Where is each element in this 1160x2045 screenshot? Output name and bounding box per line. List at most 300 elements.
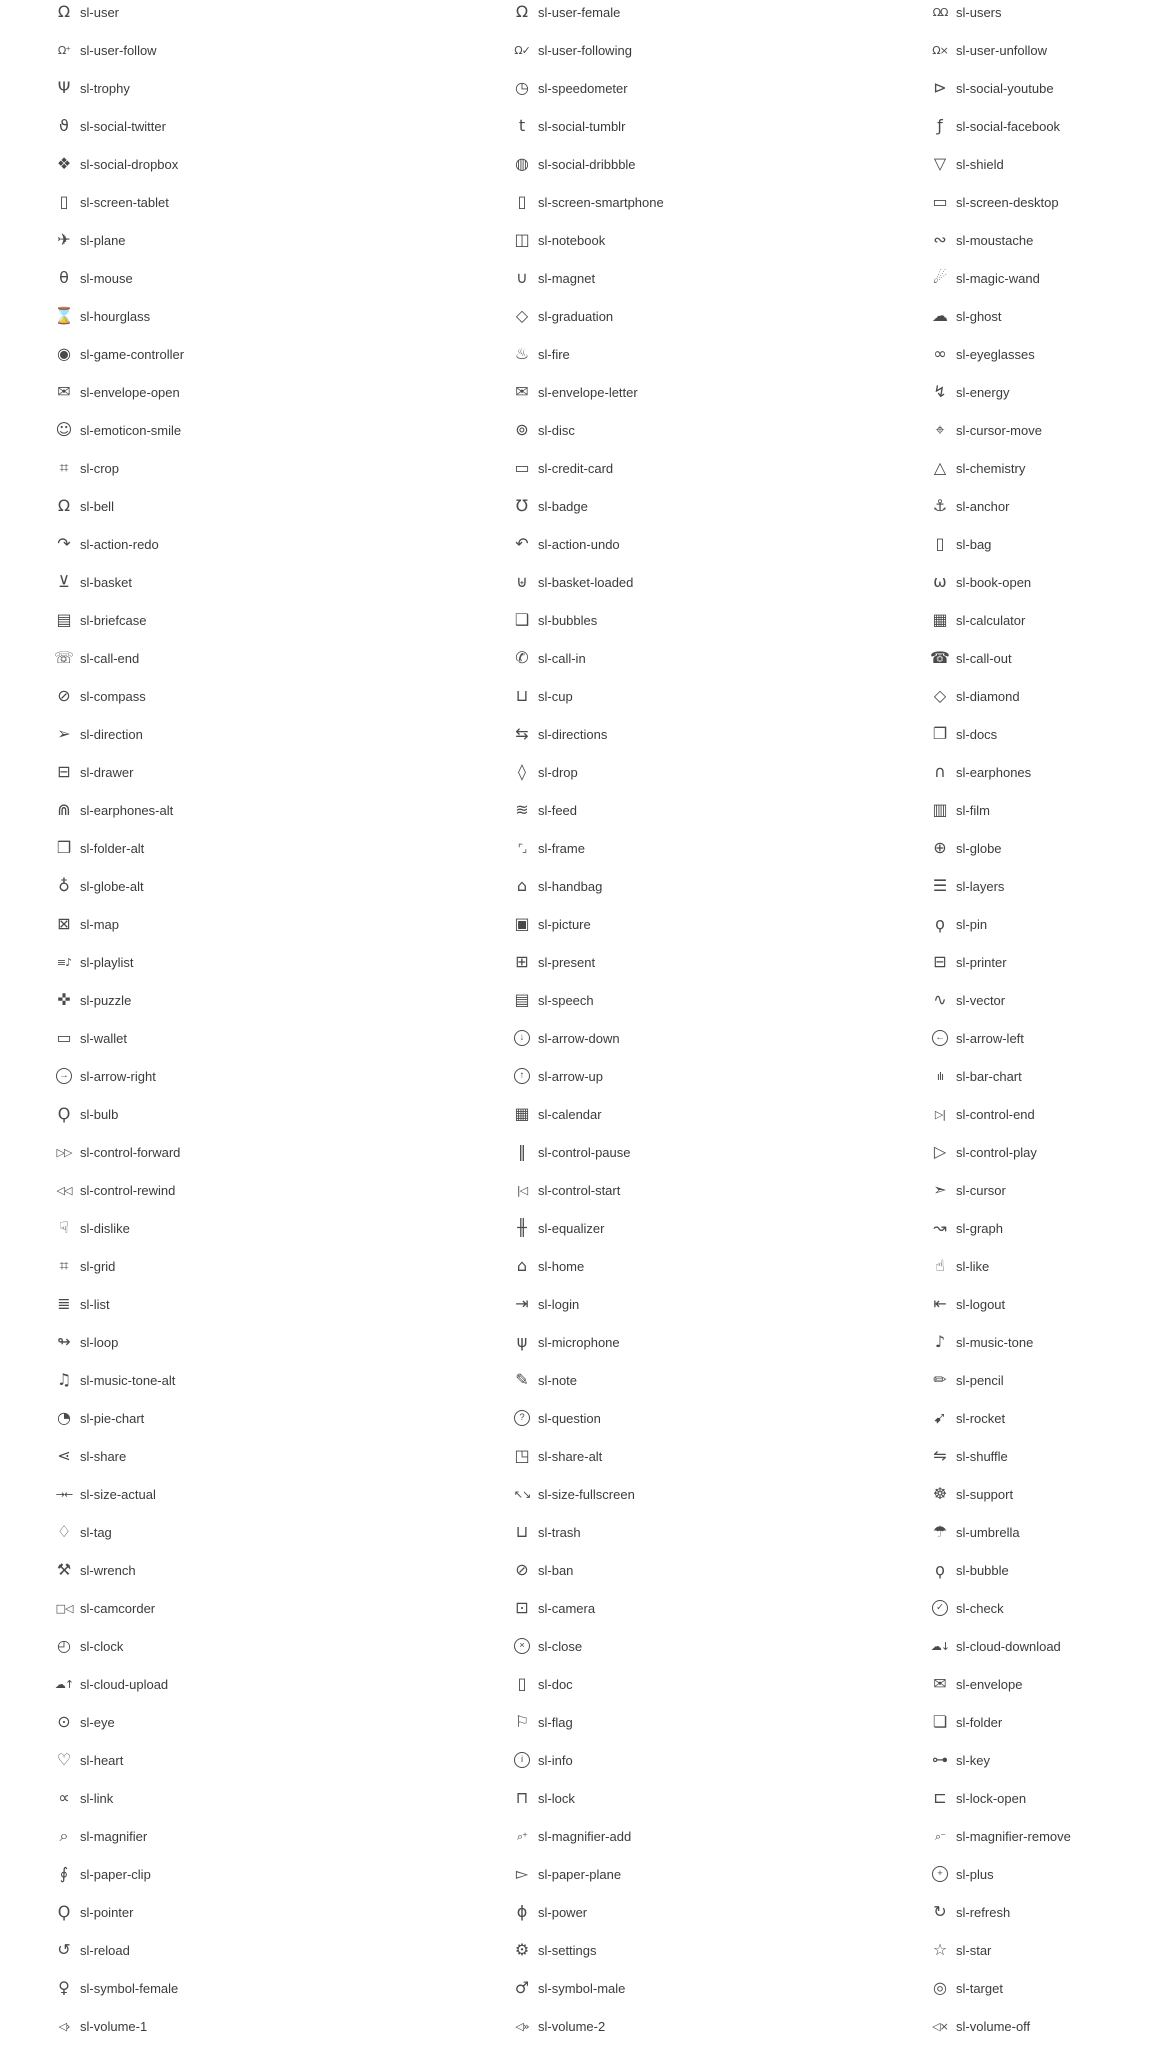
sl-settings-icon [511,1942,533,1958]
icon-glyph: Ψ [57,78,71,97]
icon-glyph: Ω [515,2,529,21]
icon-glyph: ⌕⁺ [517,1829,527,1843]
icon-item [929,1779,1160,1817]
sl-loop-icon [53,1334,75,1350]
sl-pencil-icon [929,1372,951,1388]
icon-item [929,1817,1160,1855]
sl-social-twitter-icon [53,118,75,134]
sl-share-alt-icon [511,1448,533,1464]
icon-label: sl-screen-smartphone [538,194,664,210]
icon-label: sl-cloud-download [956,1638,1061,1654]
icon-glyph: ◷ [515,78,529,97]
sl-cloud-upload-icon [53,1679,75,1690]
icon-label: sl-like [956,1258,990,1274]
icon-item [929,335,1160,373]
icon-glyph: ☁ [932,306,948,325]
icon-item [511,1893,911,1931]
icon-label: sl-logout [956,1296,1006,1312]
icon-label: sl-social-facebook [956,118,1061,134]
icon-label: sl-game-controller [80,346,185,362]
sl-emoticon-smile-icon [53,422,75,438]
sl-logout-icon [929,1296,951,1312]
sl-microphone-icon [511,1334,533,1350]
icon-label: sl-social-dropbox [80,156,179,172]
icon-label: sl-globe [956,840,1002,856]
icon-label: sl-volume-off [956,2018,1031,2034]
icon-glyph: ϕ [516,1902,528,1921]
icon-item [929,829,1160,867]
icon-item [511,2007,911,2045]
icon-label: sl-control-forward [80,1144,181,1160]
sl-user-icon [53,4,75,20]
icon-label: sl-size-actual [80,1486,156,1502]
icon-label: sl-symbol-female [80,1980,179,1996]
icon-column-1 [53,0,453,2045]
sl-equalizer-icon [511,1220,533,1236]
icon-label: sl-share [80,1448,127,1464]
icon-glyph: ▯ [935,534,945,553]
icon-item [53,297,453,335]
icon-item [511,487,911,525]
sl-link-icon [53,1790,75,1806]
sl-folder-icon [929,1714,951,1730]
icon-label: sl-user-follow [80,42,157,58]
icon-label: sl-crop [80,460,120,476]
icon-glyph: ↺ [57,1940,71,1959]
icon-item [53,753,453,791]
sl-support-icon [929,1486,951,1502]
sl-pin-icon [929,916,951,932]
icon-label: sl-basket-loaded [538,574,634,590]
icon-glyph: ♨ [514,344,530,363]
icon-label: sl-speedometer [538,80,628,96]
icon-glyph: ? [514,1410,530,1426]
icon-label: sl-direction [80,726,143,742]
icon-item [929,867,1160,905]
icon-label: sl-tag [80,1524,112,1540]
icon-item [53,829,453,867]
icon-item [511,981,911,1019]
icon-glyph: ▷| [934,1107,946,1121]
icon-label: sl-paper-plane [538,1866,622,1882]
icon-glyph: ◎ [933,1978,947,1997]
icon-label: sl-bell [80,498,114,514]
sl-music-tone-icon [929,1334,951,1350]
icon-glyph: ▥ [932,800,948,819]
icon-item [511,715,911,753]
icon-label: sl-social-youtube [956,80,1054,96]
icon-glyph: ☁↓ [930,1639,950,1653]
icon-label: sl-trash [538,1524,581,1540]
sl-symbol-female-icon [53,1980,75,1996]
icon-label: sl-heart [80,1752,124,1768]
sl-refresh-icon [929,1904,951,1920]
sl-disc-icon [511,422,533,438]
icon-glyph: ▯ [59,192,69,211]
sl-screen-desktop-icon [929,194,951,210]
icon-glyph: ↬ [57,1332,71,1351]
icon-glyph: ∾ [933,230,947,249]
icon-glyph: ⊟ [933,952,947,971]
icon-glyph: ▯ [517,192,527,211]
icon-glyph: ♀ [58,1978,70,1997]
icon-item [511,1779,911,1817]
icon-item [53,791,453,829]
icon-label: sl-book-open [956,574,1032,590]
icon-label: sl-link [80,1790,114,1806]
icon-item [511,1665,911,1703]
icon-item [53,221,453,259]
icon-label: sl-magnifier-remove [956,1828,1071,1844]
icon-item [929,1171,1160,1209]
icon-glyph: ← [932,1030,948,1046]
icon-label: sl-notebook [538,232,606,248]
icon-glyph: ◉ [57,344,71,363]
icon-item [929,601,1160,639]
icon-label: sl-earphones-alt [80,802,174,818]
icon-item [53,107,453,145]
sl-map-icon [53,916,75,932]
icon-item [53,1969,453,2007]
sl-magnet-icon [511,270,533,286]
icon-item [511,1057,911,1095]
icon-glyph: ⊳ [933,78,947,97]
icon-glyph: → [56,1068,72,1084]
sl-calendar-icon [511,1106,533,1122]
icon-glyph: ⊚ [515,420,529,439]
icon-label: sl-pie-chart [80,1410,145,1426]
icon-label: sl-social-twitter [80,118,166,134]
icon-item [929,1703,1160,1741]
icon-glyph: ♂ [514,1978,530,1997]
icon-item [53,1019,453,1057]
icon-glyph: ΩΩ [932,5,948,19]
icon-item [511,1551,911,1589]
sl-paper-plane-icon [511,1866,533,1882]
icon-glyph: ☟ [59,1218,69,1237]
icon-label: sl-flag [538,1714,573,1730]
icon-label: sl-call-end [80,650,140,666]
sl-lock-open-icon [929,1790,951,1806]
sl-social-dribbble-icon [511,156,533,172]
icon-item [929,1627,1160,1665]
icon-label: sl-envelope-letter [538,384,638,400]
icon-label: sl-user [80,4,120,20]
icon-glyph: ❏ [932,1712,948,1731]
icon-label: sl-key [956,1752,990,1768]
icon-glyph: ◊ [518,762,526,781]
sl-briefcase-icon [53,612,75,628]
icon-glyph: ▤ [514,990,530,1009]
icon-label: sl-arrow-right [80,1068,156,1084]
icon-label: sl-pointer [80,1904,134,1920]
icon-item [929,1323,1160,1361]
icon-item [511,1247,911,1285]
sl-action-undo-icon [511,536,533,552]
sl-film-icon [929,802,951,818]
icon-label: sl-share-alt [538,1448,603,1464]
icon-item [929,259,1160,297]
icon-item [929,1095,1160,1133]
icon-label: sl-puzzle [80,992,132,1008]
icon-item [929,1057,1160,1095]
icon-label: sl-ban [538,1562,574,1578]
icon-glyph: i [514,1752,530,1768]
icon-glyph: ◁› [58,2019,70,2033]
icon-glyph: ♪ [934,1332,946,1351]
icon-item [53,1855,453,1893]
sl-action-redo-icon [53,536,75,552]
icon-glyph: ≣ [57,1294,71,1313]
icon-column-3 [929,0,1160,2045]
sl-umbrella-icon [929,1524,951,1540]
icon-glyph: ☆ [932,1940,948,1959]
icon-item [929,145,1160,183]
icon-item [929,1399,1160,1437]
icon-label: sl-shield [956,156,1004,172]
icon-label: sl-social-tumblr [538,118,626,134]
icon-item [53,1133,453,1171]
icon-glyph: ılı [936,1069,944,1083]
icon-glyph: ↯ [933,382,947,401]
sl-earphones-icon [929,764,951,780]
sl-cloud-download-icon [929,1641,951,1652]
icon-item [929,221,1160,259]
icon-label: sl-eyeglasses [956,346,1035,362]
sl-volume-off-icon [929,2021,951,2032]
icon-glyph: ⊡ [515,1598,529,1617]
icon-item [53,1475,453,1513]
sl-arrow-right-icon [53,1068,75,1084]
icon-label: sl-lock [538,1790,575,1806]
icon-label: sl-reload [80,1942,130,1958]
icon-label: sl-picture [538,916,591,932]
sl-close-icon [511,1638,533,1654]
icon-label: sl-arrow-left [956,1030,1024,1046]
sl-playlist-icon [53,957,75,968]
icon-label: sl-basket [80,574,133,590]
icon-item [511,107,911,145]
icon-glyph: ✉ [57,382,71,401]
icon-glyph: ∪ [516,268,528,287]
icon-item [53,411,453,449]
icon-glyph: × [514,1638,530,1654]
icon-label: sl-social-dribbble [538,156,636,172]
sl-envelope-icon [929,1676,951,1692]
icon-label: sl-energy [956,384,1010,400]
icon-label: sl-vector [956,992,1006,1008]
icon-glyph: Ω⁺ [57,43,71,57]
icon-item [929,1475,1160,1513]
icon-label: sl-globe-alt [80,878,144,894]
icon-glyph: ♁ [58,876,70,895]
icon-item [53,1703,453,1741]
icon-glyph: □◁ [55,1601,73,1615]
icon-item [511,259,911,297]
sl-ghost-icon [929,308,951,324]
icon-item [53,715,453,753]
sl-screen-tablet-icon [53,194,75,210]
sl-picture-icon [511,916,533,932]
sl-eyeglasses-icon [929,346,951,362]
icon-label: sl-bar-chart [956,1068,1022,1084]
icon-label: sl-umbrella [956,1524,1020,1540]
sl-puzzle-icon [53,992,75,1008]
icon-glyph: ⌜⌟ [517,841,527,855]
icon-label: sl-earphones [956,764,1032,780]
icon-glyph: ☝ [935,1256,945,1275]
icon-item [511,1741,911,1779]
sl-present-icon [511,954,533,970]
icon-glyph: ▽ [933,154,947,173]
icon-item [929,31,1160,69]
sl-folder-alt-icon [53,840,75,856]
icon-item [929,2007,1160,2045]
icon-item [53,1171,453,1209]
icon-glyph: ☎ [930,648,950,667]
icon-label: sl-cursor [956,1182,1006,1198]
sl-control-forward-icon [53,1147,75,1158]
sl-basket-loaded-icon [511,574,533,590]
icon-label: sl-briefcase [80,612,147,628]
icon-glyph: ⊓ [515,1788,529,1807]
icon-label: sl-cloud-upload [80,1676,169,1692]
icon-glyph: ⌗ [59,458,69,477]
icon-label: sl-wrench [80,1562,136,1578]
sl-size-actual-icon [53,1489,75,1500]
icon-item [511,1475,911,1513]
icon-glyph: Ϙ [57,1104,71,1123]
sl-bulb-icon [53,1106,75,1122]
sl-credit-card-icon [511,460,533,476]
icon-item [511,145,911,183]
sl-calculator-icon [929,612,951,628]
icon-item [929,791,1160,829]
icon-item [53,1779,453,1817]
icon-glyph: ≋ [515,800,529,819]
sl-docs-icon [929,726,951,742]
icon-glyph: △ [933,458,947,477]
icon-glyph: ▭ [514,458,530,477]
sl-graduation-icon [511,308,533,324]
sl-magnifier-add-icon [511,1831,533,1842]
sl-lock-icon [511,1790,533,1806]
icon-item [53,1627,453,1665]
icon-label: sl-info [538,1752,573,1768]
icon-item [929,1513,1160,1551]
sl-login-icon [511,1296,533,1312]
sl-directions-icon [511,726,533,742]
icon-glyph: ⇋ [933,1446,947,1465]
sl-social-facebook-icon [929,118,951,134]
sl-volume-1-icon [53,2021,75,2032]
sl-vector-icon [929,992,951,1008]
icon-item [511,449,911,487]
icon-glyph: ♡ [56,1750,72,1769]
sl-speech-icon [511,992,533,1008]
icon-glyph: ◍ [515,154,529,173]
icon-glyph: ⋒ [57,800,71,819]
icon-glyph: ∮ [59,1864,69,1883]
icon-glyph: ↖↘ [513,1487,531,1501]
icon-label: sl-map [80,916,120,932]
sl-shield-icon [929,156,951,172]
sl-grid-icon [53,1258,75,1274]
icon-glyph: ⊠ [57,914,71,933]
icon-item [929,1551,1160,1589]
icon-glyph: ⊔ [515,686,529,705]
icon-label: sl-mouse [80,270,133,286]
icon-item [929,373,1160,411]
sl-chemistry-icon [929,460,951,476]
icon-glyph: ╫ [517,1218,527,1237]
icon-glyph: ⌕⁻ [935,1829,945,1843]
icon-label: sl-directions [538,726,608,742]
sl-control-rewind-icon [53,1185,75,1196]
sl-diamond-icon [929,688,951,704]
sl-magic-wand-icon [929,270,951,286]
icon-label: sl-arrow-up [538,1068,604,1084]
sl-arrow-down-icon [511,1030,533,1046]
icon-glyph: ↷ [57,534,71,553]
icon-glyph: ↻ [933,1902,947,1921]
sl-eye-icon [53,1714,75,1730]
icon-item [53,145,453,183]
icon-label: sl-arrow-down [538,1030,620,1046]
icon-label: sl-note [538,1372,578,1388]
icon-label: sl-pin [956,916,988,932]
icon-glyph: ⇤ [933,1294,947,1313]
icon-glyph: ✜ [57,990,71,1009]
icon-label: sl-user-following [538,42,632,58]
icon-glyph: ∞ [933,344,947,363]
sl-drop-icon [511,764,533,780]
icon-glyph: ⚙ [514,1940,530,1959]
icon-item [53,1665,453,1703]
icon-item [929,487,1160,525]
icon-glyph: ◁× [932,2019,948,2033]
icon-item [53,1437,453,1475]
icon-label: sl-speech [538,992,594,1008]
icon-item [929,1741,1160,1779]
icon-item [511,1437,911,1475]
icon-label: sl-microphone [538,1334,620,1350]
icon-glyph: ▦ [514,1104,530,1123]
icon-glyph: ⊻ [58,572,70,591]
icon-item [929,411,1160,449]
icon-label: sl-music-tone-alt [80,1372,176,1388]
icon-label: sl-graduation [538,308,614,324]
icon-item [53,677,453,715]
icon-item [929,107,1160,145]
sl-basket-icon [53,574,75,590]
icon-label: sl-grid [80,1258,116,1274]
icon-label: sl-dislike [80,1220,130,1236]
icon-label: sl-ghost [956,308,1002,324]
icon-item [929,1437,1160,1475]
sl-printer-icon [929,954,951,970]
icon-item [929,639,1160,677]
icon-item [929,1969,1160,2007]
icon-label: sl-plane [80,232,126,248]
icon-item [511,69,911,107]
sl-wrench-icon [53,1562,75,1578]
icon-glyph: ⊎ [516,572,528,591]
icon-label: sl-camcorder [80,1600,156,1616]
icon-item [511,1171,911,1209]
icon-label: sl-camera [538,1600,596,1616]
icon-glyph: ☂ [932,1522,948,1541]
